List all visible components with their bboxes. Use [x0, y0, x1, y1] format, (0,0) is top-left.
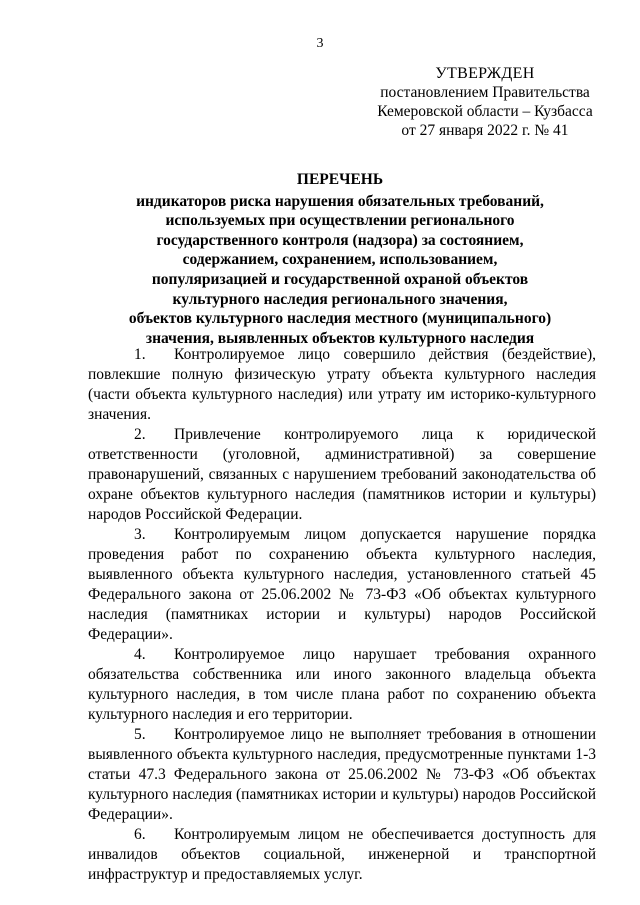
approval-line: Кемеровской области – Кузбасса	[377, 103, 593, 120]
approval-line: от 27 января 2022 г. № 41	[401, 122, 569, 139]
list-item	[88, 345, 596, 425]
title-line: объектов культурного наследия местного (муниципального)	[128, 310, 552, 328]
title-line: содержанием, сохранением, использованием,	[182, 251, 498, 269]
item-text: Привлечение контролируемого лица к юридической ответственности (уголовной, административной) за совершение правонарушений, связанных с нарушением требований законодательства об охране объектов культурного наследия (памятников истории и культуры) народов Российской Федерации.	[88, 426, 596, 523]
item-text: Контролируемое лицо совершило действия (бездействие), повлекшие полную физическую утрату объекта культурного наследия (части объекта культурного наследия) или утрату им историко-культурного значения.	[88, 346, 596, 423]
list-item	[88, 525, 596, 645]
title-line: популяризацией и государственной охраной объектов	[151, 270, 529, 288]
item-text: Контролируемое лицо нарушает требования охранного обязательства собственника или иного законного владельца объекта культурного наследия, в том числе плана работ по сохранению объекта культурного наследия и его территории.	[88, 646, 596, 723]
list-item	[88, 645, 596, 725]
document-title	[60, 170, 620, 348]
item-number: 1.	[134, 346, 146, 363]
title-line: используемых при осуществлении регионального	[165, 212, 515, 230]
item-text: Контролируемым лицом не обеспечивается доступность для инвалидов объектов социальной, инженерной и транспортной инфраструктур и предоставляемых услуг.	[88, 826, 596, 883]
approval-stamp	[360, 64, 610, 140]
list-item	[88, 725, 596, 825]
indicator-list	[88, 345, 596, 885]
item-text: Контролируемое лицо не выполняет требования в отношении выявленного объекта культурного наследия, предусмотренные пунктами 1-3 статьи 47.3 Федерального закона от 25.06.2002 № 73-ФЗ «Об объектах культурного наследия (памятниках истории и культуры) народов Российской Федерации».	[88, 726, 596, 823]
page-number: 3	[316, 36, 324, 51]
approval-heading: УТВЕРЖДЕН	[435, 65, 535, 82]
title-main: ПЕРЕЧЕНЬ	[296, 171, 384, 188]
item-number: 3.	[134, 526, 146, 543]
title-line: государственного контроля (надзора) за состоянием,	[156, 231, 524, 249]
list-item	[88, 425, 596, 525]
item-text: Контролируемым лицом допускается нарушение порядка проведения работ по сохранению объекта культурного наследия, выявленного объекта культурного наследия, установленного статьей 45 Федерального закона от 25.06.2002 № 73-ФЗ «Об объектах культурного наследия (памятниках истории и культуры) народов Российской Федерации».	[88, 526, 596, 643]
title-line: культурного наследия регионального значения,	[172, 290, 508, 308]
item-number: 4.	[134, 646, 146, 663]
item-number: 5.	[134, 726, 146, 743]
list-item	[88, 825, 596, 885]
title-line: индикаторов риска нарушения обязательных требований,	[136, 192, 544, 210]
item-number: 2.	[134, 426, 146, 443]
approval-line: постановлением Правительства	[380, 84, 590, 101]
item-number: 6.	[134, 826, 146, 843]
title-line: значения, выявленных объектов культурного наследия	[145, 329, 535, 347]
